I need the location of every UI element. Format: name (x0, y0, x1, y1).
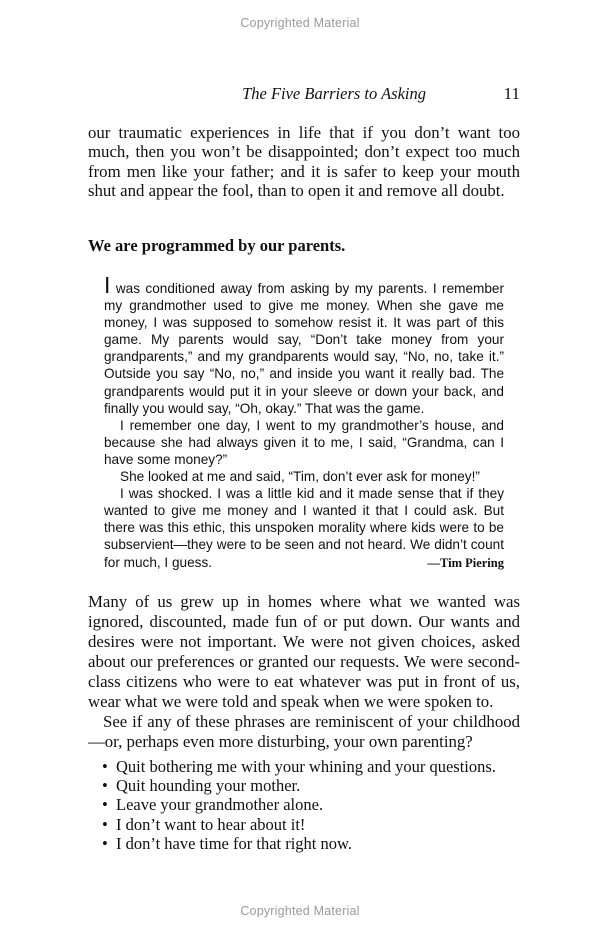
list-item-text: Leave your grandmother alone. (116, 795, 324, 815)
body-paragraph-2: See if any of these phrases are reminiscent of your childhood—or, perhaps even more disturbing, your own parenting? (88, 712, 520, 751)
section-heading: We are programmed by our parents. (88, 236, 346, 255)
quote-paragraph-1 (104, 272, 504, 417)
testimonial-quote (104, 272, 504, 572)
quote-paragraph-4 (104, 485, 504, 570)
quote-paragraph-4-text: I was shocked. I was a little kid and it made sense that if they wanted to give me money and I wanted it that I could ask. But there was this ethic, this unspoken morality where kids were to be subservient—they were to be seen and not heard. We didn’t count for much, I guess. (104, 486, 504, 570)
intro-paragraph: our traumatic experiences in life that if you don’t want too much, then you won’t be disappointed; don’t expect too much from men like your father; and it is safer to keep your mouth shut and appear the fool, than to open it and remove all doubt. (88, 123, 520, 201)
bullet-icon: • (102, 776, 108, 796)
watermark-bottom: Copyrighted Material (240, 904, 360, 918)
quote-paragraph-1-text: was conditioned away from asking by my parents. I remember my grandmother used to give me money. When she gave me money, I was supposed to somehow resist it. It was part of this game. My parents would say, “Don’t take money from your grandparents,” and my grandparents would say, “No, no, take it.” Outside you say “No, no,” and inside you want it really bad. The grandparents would put it in your sleeve or down your back, and finally you would say, “Oh, okay.” That was the game. (104, 281, 504, 416)
list-item (102, 757, 522, 776)
list-item (102, 834, 522, 853)
bullet-icon: • (102, 814, 108, 834)
list-item-text: Quit hounding your mother. (116, 776, 301, 796)
bullet-icon: • (102, 757, 108, 776)
phrase-list (102, 757, 522, 853)
list-item (102, 776, 522, 795)
list-item (102, 795, 522, 814)
list-item-text: Quit bothering me with your whining and your questions. (116, 757, 496, 776)
watermark-top: Copyrighted Material (240, 16, 360, 30)
quote-drop-letter: I (104, 272, 111, 298)
bullet-icon: • (102, 833, 108, 853)
quote-attribution: —Tim Piering (427, 555, 504, 570)
body-paragraph-1: Many of us grew up in homes where what we wanted was ignored, discounted, made fun of or put down. Our wants and desires were not important. We were not given choices, asked about our preferences or granted our requests. We were second-class citizens who were to eat whatever was put in front of us, wear what we were told and speak when we were spoken to. (88, 592, 520, 711)
quote-paragraph-2: I remember one day, I went to my grandmother’s house, and because she had always given it to me, I said, “Grandma, can I have some money?” (104, 417, 504, 467)
list-item-text: I don’t have time for that right now. (116, 833, 352, 853)
page-number: 11 (503, 84, 520, 103)
quote-paragraph-3: She looked at me and said, “Tim, don’t ever ask for money!” (120, 469, 480, 485)
list-item-text: I don’t want to hear about it! (116, 814, 306, 834)
bullet-icon: • (102, 795, 108, 815)
running-head-title: The Five Barriers to Asking (242, 84, 426, 103)
running-head (88, 84, 520, 106)
list-item (102, 815, 522, 834)
